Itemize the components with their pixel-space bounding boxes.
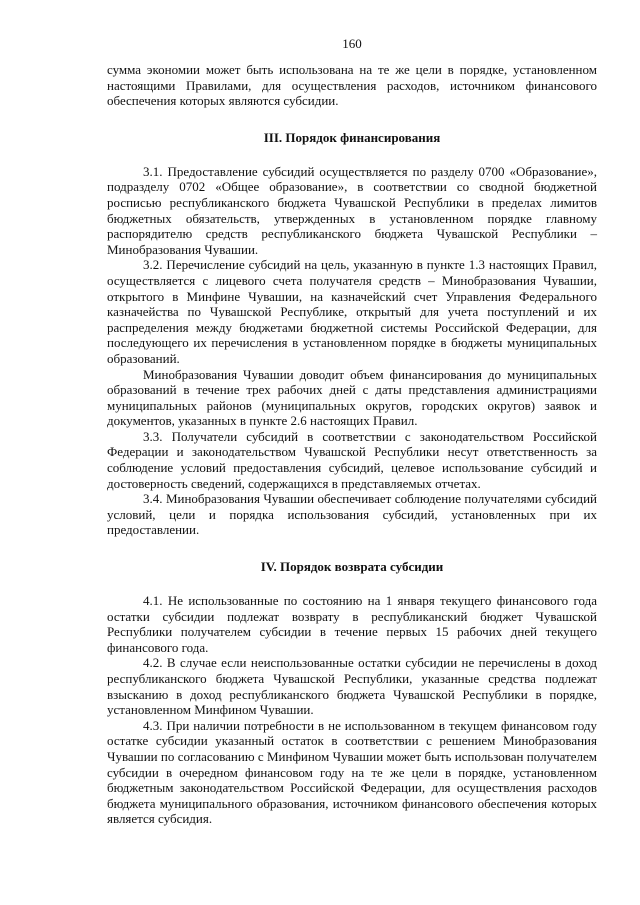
intro-paragraph: сумма экономии может быть использована на те же цели в порядке, установленном настоящими Правилами, для осуществления расходов, источником финансового обеспечения которых являются субсидии. bbox=[107, 62, 597, 109]
paragraph-3-4: 3.4. Минобразования Чувашии обеспечивает соблюдение получателями субсидий условий, цели и порядка использования субсидий, установленных при их предоставлении. bbox=[107, 491, 597, 538]
page-number: 160 bbox=[342, 36, 362, 51]
paragraph-3-2: 3.2. Перечисление субсидий на цель, указанную в пункте 1.3 настоящих Правил, осуществляется с лицевого счета получателя средств – Минобразования Чувашии, открытого в Минфине Чувашии, на казначейский счет Управления Федерального казначейства по Чувашской Республике, открытый для учета поступлений и их распределения между бюджетами бюджетной системы Российской Федерации, для последующего их перечисления в установленном порядке в бюджеты муниципальных образований. bbox=[107, 257, 597, 366]
paragraph-4-1: 4.1. Не использованные по состоянию на 1 января текущего финансового года остатки субсидии подлежат возврату в республиканский бюджет Чувашской Республики получателем субсидии в течение первых 15 рабочих дней текущего финансового года. bbox=[107, 593, 597, 655]
paragraph-3-1: 3.1. Предоставление субсидий осуществляется по разделу 0700 «Образование», подразделу 0702 «Общее образование», в соответствии со сводной бюджетной росписью республиканского бюджета Чувашской Республики в пределах лимитов бюджетных обязательств, утвержденных в установленном порядке главному распорядителю средств республиканского бюджета Чувашской Республики – Минобразования Чувашии. bbox=[107, 163, 597, 257]
paragraph-3-3: 3.3. Получатели субсидий в соответствии с законодательством Российской Федерации и законодательством Чувашской Республики несут ответственность за соблюдение условий предоставления субсидий, целевое использование субсидий и достоверность сведений, содержащихся в представляемых отчетах. bbox=[107, 428, 597, 491]
document-page bbox=[107, 36, 597, 827]
section-3-heading: III. Порядок финансирования bbox=[263, 129, 441, 145]
paragraph-4-3: 4.3. При наличии потребности в не использованном в текущем финансовом году остатке субсидии указанный остаток в соответствии с решением Минобразования Чувашии по согласованию с Минфином Чувашии может быть использован получателем субсидии в очередном финансовом году на те же цели в порядке, установленном бюджетным законодательством Российской Федерации, для осуществления расходов бюджета муниципального образования, источником финансового обеспечения которых является субсидия. bbox=[107, 717, 597, 827]
paragraph-3-2-continuation: Минобразования Чувашии доводит объем финансирования до муниципальных образований в течение трех рабочих дней с даты представления администрациями муниципальных районов (муниципальных округов, городских округов) заявок и документов, указанных в пункте 2.6 настоящих Правил. bbox=[107, 366, 597, 429]
section-4-heading: IV. Порядок возврата субсидии bbox=[260, 559, 444, 575]
paragraph-4-2: 4.2. В случае если неиспользованные остатки субсидии не перечислены в доход республиканского бюджета Чувашской Республики, указанные средства подлежат взысканию в доход республиканского бюджета Чувашской Республики в порядке, установленном Минфином Чувашии. bbox=[107, 655, 597, 718]
